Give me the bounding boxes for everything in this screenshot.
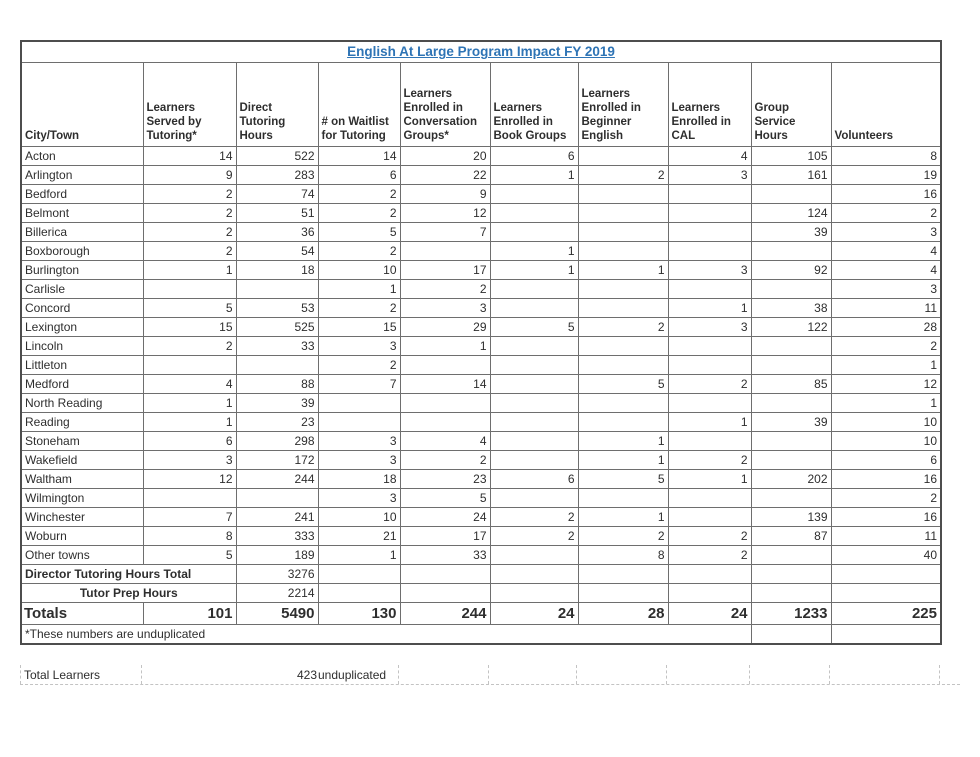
value-cell: 244	[236, 469, 318, 488]
value-cell	[490, 184, 578, 203]
value-cell: 2	[831, 488, 941, 507]
value-cell	[143, 488, 236, 507]
value-cell: 2	[831, 203, 941, 222]
value-cell: 1	[668, 298, 751, 317]
value-cell: 28	[831, 317, 941, 336]
value-cell: 4	[831, 241, 941, 260]
value-cell	[751, 336, 831, 355]
value-cell: 16	[831, 507, 941, 526]
value-cell: 20	[400, 146, 490, 165]
value-cell	[490, 279, 578, 298]
tutor-prep-label: Tutor Prep Hours	[21, 583, 236, 602]
city-cell: Reading	[21, 412, 143, 431]
value-cell: 7	[400, 222, 490, 241]
city-cell: Wakefield	[21, 450, 143, 469]
value-cell: 2	[668, 450, 751, 469]
table-row	[21, 336, 941, 355]
value-cell: 39	[751, 412, 831, 431]
value-cell	[490, 222, 578, 241]
city-cell: Woburn	[21, 526, 143, 545]
value-cell: 14	[400, 374, 490, 393]
table-row	[21, 393, 941, 412]
value-cell	[668, 336, 751, 355]
value-cell: 3	[668, 260, 751, 279]
value-cell: 1	[490, 260, 578, 279]
value-cell: 4	[668, 146, 751, 165]
value-cell: 11	[831, 298, 941, 317]
value-cell: 2	[143, 241, 236, 260]
value-cell: 2	[831, 336, 941, 355]
city-cell: Wilmington	[21, 488, 143, 507]
empty-gridline-cell	[750, 665, 830, 684]
value-cell: 39	[751, 222, 831, 241]
value-cell: 3	[318, 488, 400, 507]
director-tutoring-total-row	[21, 564, 941, 583]
value-cell: 3	[143, 450, 236, 469]
city-cell: Carlisle	[21, 279, 143, 298]
value-cell: 124	[751, 203, 831, 222]
value-cell	[490, 298, 578, 317]
city-cell: Stoneham	[21, 431, 143, 450]
value-cell: 2	[318, 241, 400, 260]
value-cell: 3	[318, 431, 400, 450]
empty-gridline-cell	[489, 665, 577, 684]
value-cell: 3	[318, 336, 400, 355]
value-cell: 4	[400, 431, 490, 450]
value-cell: 5	[400, 488, 490, 507]
value-cell: 22	[400, 165, 490, 184]
value-cell	[490, 431, 578, 450]
city-cell: Bedford	[21, 184, 143, 203]
value-cell: 14	[318, 146, 400, 165]
value-cell: 122	[751, 317, 831, 336]
value-cell: 522	[236, 146, 318, 165]
value-cell: 1	[668, 412, 751, 431]
value-cell: 17	[400, 260, 490, 279]
value-cell: 4	[831, 260, 941, 279]
value-cell: 33	[236, 336, 318, 355]
value-cell: 2	[143, 203, 236, 222]
value-cell	[668, 222, 751, 241]
value-cell: 3	[668, 165, 751, 184]
program-impact-table	[20, 40, 942, 645]
total-learners-row	[20, 665, 960, 685]
value-cell	[751, 488, 831, 507]
value-cell: 5	[490, 317, 578, 336]
value-cell: 2	[668, 545, 751, 564]
tutor-prep-value: 2214	[236, 583, 318, 602]
value-cell: 5	[318, 222, 400, 241]
city-cell: Lincoln	[21, 336, 143, 355]
totals-direct-tutoring: 5490	[236, 602, 318, 624]
value-cell: 5	[578, 469, 668, 488]
table-row	[21, 431, 941, 450]
table-row	[21, 203, 941, 222]
value-cell: 1	[668, 469, 751, 488]
value-cell	[751, 450, 831, 469]
value-cell: 2	[400, 450, 490, 469]
value-cell: 21	[318, 526, 400, 545]
totals-learners-served: 101	[143, 602, 236, 624]
value-cell: 38	[751, 298, 831, 317]
value-cell	[490, 203, 578, 222]
city-cell: Waltham	[21, 469, 143, 488]
city-cell: Billerica	[21, 222, 143, 241]
value-cell: 12	[831, 374, 941, 393]
value-cell: 7	[143, 507, 236, 526]
value-cell: 2	[143, 336, 236, 355]
table-row	[21, 526, 941, 545]
value-cell	[143, 355, 236, 374]
value-cell: 2	[668, 374, 751, 393]
city-cell: Littleton	[21, 355, 143, 374]
value-cell: 23	[400, 469, 490, 488]
value-cell: 1	[831, 393, 941, 412]
value-cell: 2	[490, 507, 578, 526]
value-cell: 3	[318, 450, 400, 469]
value-cell	[490, 393, 578, 412]
value-cell: 2	[400, 279, 490, 298]
table-row	[21, 279, 941, 298]
value-cell	[143, 279, 236, 298]
value-cell	[578, 222, 668, 241]
value-cell: 87	[751, 526, 831, 545]
title-cell	[21, 41, 941, 62]
city-cell: Belmont	[21, 203, 143, 222]
value-cell: 7	[318, 374, 400, 393]
table-row	[21, 488, 941, 507]
value-cell: 39	[236, 393, 318, 412]
value-cell: 10	[831, 412, 941, 431]
value-cell: 17	[400, 526, 490, 545]
value-cell: 2	[578, 165, 668, 184]
value-cell: 88	[236, 374, 318, 393]
value-cell	[318, 412, 400, 431]
value-cell: 5	[578, 374, 668, 393]
value-cell	[236, 279, 318, 298]
totals-beginner-english: 28	[578, 602, 668, 624]
value-cell: 1	[578, 450, 668, 469]
value-cell	[578, 203, 668, 222]
value-cell	[490, 355, 578, 374]
value-cell: 16	[831, 469, 941, 488]
value-cell	[490, 412, 578, 431]
value-cell: 12	[400, 203, 490, 222]
value-cell: 8	[143, 526, 236, 545]
value-cell	[400, 355, 490, 374]
table-row	[21, 450, 941, 469]
value-cell: 3	[831, 279, 941, 298]
value-cell	[578, 298, 668, 317]
total-learners-label: Total Learners	[20, 665, 142, 684]
value-cell	[751, 393, 831, 412]
value-cell: 283	[236, 165, 318, 184]
value-cell: 8	[831, 146, 941, 165]
empty-gridline-cell	[940, 665, 960, 684]
footnote-text: *These numbers are unduplicated	[21, 624, 751, 644]
table-row	[21, 355, 941, 374]
value-cell: 15	[318, 317, 400, 336]
value-cell	[578, 279, 668, 298]
value-cell: 1	[578, 507, 668, 526]
value-cell: 15	[143, 317, 236, 336]
table-row	[21, 374, 941, 393]
empty-gridline-cell	[577, 665, 667, 684]
total-learners-note: unduplicated	[317, 665, 399, 684]
column-header-cal: Learners Enrolled in CAL	[668, 62, 751, 146]
city-cell: Acton	[21, 146, 143, 165]
value-cell: 9	[400, 184, 490, 203]
value-cell	[668, 488, 751, 507]
value-cell: 36	[236, 222, 318, 241]
table-row	[21, 507, 941, 526]
value-cell	[490, 336, 578, 355]
value-cell: 12	[143, 469, 236, 488]
value-cell: 1	[578, 260, 668, 279]
value-cell	[668, 203, 751, 222]
total-learners-value: 423	[296, 667, 317, 682]
value-cell: 6	[831, 450, 941, 469]
value-cell: 3	[831, 222, 941, 241]
value-cell	[751, 184, 831, 203]
value-cell	[751, 279, 831, 298]
value-cell: 202	[751, 469, 831, 488]
city-cell: Concord	[21, 298, 143, 317]
value-cell: 161	[751, 165, 831, 184]
value-cell	[578, 146, 668, 165]
value-cell: 53	[236, 298, 318, 317]
value-cell: 1	[490, 165, 578, 184]
totals-label: Totals	[21, 602, 143, 624]
value-cell: 2	[143, 184, 236, 203]
city-cell: Arlington	[21, 165, 143, 184]
value-cell: 10	[318, 507, 400, 526]
value-cell: 16	[831, 184, 941, 203]
value-cell: 29	[400, 317, 490, 336]
column-header-direct-tutoring: Direct Tutoring Hours	[236, 62, 318, 146]
value-cell	[578, 184, 668, 203]
value-cell: 5	[143, 545, 236, 564]
city-cell: Burlington	[21, 260, 143, 279]
value-cell: 1	[143, 260, 236, 279]
table-row	[21, 241, 941, 260]
column-header-city-town: City/Town	[21, 62, 143, 146]
value-cell: 105	[751, 146, 831, 165]
value-cell: 298	[236, 431, 318, 450]
value-cell: 18	[318, 469, 400, 488]
city-cell: Medford	[21, 374, 143, 393]
table-title-link[interactable]: English At Large Program Impact FY 2019	[347, 44, 615, 60]
totals-group-service-hours: 1233	[751, 602, 831, 624]
table-row	[21, 260, 941, 279]
value-cell: 74	[236, 184, 318, 203]
table-row	[21, 298, 941, 317]
director-total-label: Director Tutoring Hours Total	[21, 564, 236, 583]
value-cell: 2	[143, 222, 236, 241]
value-cell: 33	[400, 545, 490, 564]
value-cell	[578, 488, 668, 507]
value-cell: 2	[318, 355, 400, 374]
value-cell: 3	[668, 317, 751, 336]
table-row	[21, 146, 941, 165]
value-cell	[236, 355, 318, 374]
totals-cal: 24	[668, 602, 751, 624]
table-row	[21, 222, 941, 241]
value-cell: 51	[236, 203, 318, 222]
value-cell: 189	[236, 545, 318, 564]
city-cell: Lexington	[21, 317, 143, 336]
city-cell: North Reading	[21, 393, 143, 412]
empty-gridline-cell	[667, 665, 750, 684]
totals-book-groups: 24	[490, 602, 578, 624]
value-cell	[490, 545, 578, 564]
table-row	[21, 412, 941, 431]
value-cell	[668, 184, 751, 203]
value-cell: 1	[490, 241, 578, 260]
empty-gridline-cell	[399, 665, 489, 684]
value-cell	[400, 393, 490, 412]
director-total-value: 3276	[236, 564, 318, 583]
header-row	[21, 62, 941, 146]
value-cell: 10	[831, 431, 941, 450]
value-cell: 1	[143, 412, 236, 431]
value-cell: 4	[143, 374, 236, 393]
value-cell: 2	[318, 184, 400, 203]
value-cell	[668, 507, 751, 526]
value-cell: 18	[236, 260, 318, 279]
value-cell: 1	[318, 279, 400, 298]
table-row	[21, 184, 941, 203]
value-cell	[400, 241, 490, 260]
totals-waitlist: 130	[318, 602, 400, 624]
value-cell: 8	[578, 545, 668, 564]
tutor-prep-hours-row	[21, 583, 941, 602]
value-cell	[578, 336, 668, 355]
column-header-book-groups: Learners Enrolled in Book Groups	[490, 62, 578, 146]
city-cell: Other towns	[21, 545, 143, 564]
value-cell	[751, 241, 831, 260]
value-cell	[668, 241, 751, 260]
value-cell: 2	[318, 298, 400, 317]
value-cell: 1	[143, 393, 236, 412]
table-row	[21, 165, 941, 184]
table-row	[21, 545, 941, 564]
value-cell: 54	[236, 241, 318, 260]
value-cell: 23	[236, 412, 318, 431]
value-cell: 2	[490, 526, 578, 545]
totals-conversation-groups: 244	[400, 602, 490, 624]
value-cell	[751, 355, 831, 374]
value-cell: 241	[236, 507, 318, 526]
value-cell	[668, 279, 751, 298]
value-cell	[236, 488, 318, 507]
value-cell	[578, 393, 668, 412]
column-header-beginner-english: Learners Enrolled in Beginner English	[578, 62, 668, 146]
value-cell	[668, 393, 751, 412]
value-cell: 6	[318, 165, 400, 184]
totals-row	[21, 602, 941, 624]
value-cell: 3	[400, 298, 490, 317]
value-cell: 2	[578, 317, 668, 336]
value-cell	[578, 355, 668, 374]
value-cell	[751, 431, 831, 450]
value-cell	[490, 374, 578, 393]
value-cell: 2	[318, 203, 400, 222]
value-cell: 6	[490, 469, 578, 488]
table-row	[21, 469, 941, 488]
value-cell: 19	[831, 165, 941, 184]
value-cell: 85	[751, 374, 831, 393]
value-cell: 5	[143, 298, 236, 317]
value-cell	[490, 450, 578, 469]
value-cell: 92	[751, 260, 831, 279]
city-cell: Winchester	[21, 507, 143, 526]
value-cell: 9	[143, 165, 236, 184]
value-cell: 1	[578, 431, 668, 450]
value-cell: 24	[400, 507, 490, 526]
value-cell	[318, 393, 400, 412]
value-cell	[668, 431, 751, 450]
value-cell: 11	[831, 526, 941, 545]
value-cell: 10	[318, 260, 400, 279]
value-cell	[668, 355, 751, 374]
value-cell	[578, 412, 668, 431]
value-cell: 525	[236, 317, 318, 336]
table-body	[21, 146, 941, 564]
value-cell: 1	[318, 545, 400, 564]
table-row	[21, 317, 941, 336]
title-row	[21, 41, 941, 62]
value-cell: 172	[236, 450, 318, 469]
column-header-group-service-hours: Group Service Hours	[751, 62, 831, 146]
value-cell	[578, 241, 668, 260]
value-cell: 1	[400, 336, 490, 355]
value-cell: 6	[143, 431, 236, 450]
table-summary	[21, 564, 941, 644]
value-cell	[490, 488, 578, 507]
footnote-row	[21, 624, 941, 644]
value-cell: 2	[668, 526, 751, 545]
value-cell: 2	[578, 526, 668, 545]
value-cell: 14	[143, 146, 236, 165]
totals-volunteers: 225	[831, 602, 941, 624]
value-cell: 6	[490, 146, 578, 165]
column-header-waitlist: # on Waitlist for Tutoring	[318, 62, 400, 146]
value-cell: 40	[831, 545, 941, 564]
column-header-volunteers: Volunteers	[831, 62, 941, 146]
value-cell: 139	[751, 507, 831, 526]
value-cell: 333	[236, 526, 318, 545]
city-cell: Boxborough	[21, 241, 143, 260]
column-header-conversation-groups: Learners Enrolled in Conversation Groups*	[400, 62, 490, 146]
empty-gridline-cell	[830, 665, 940, 684]
value-cell: 1	[831, 355, 941, 374]
value-cell	[751, 545, 831, 564]
value-cell	[400, 412, 490, 431]
column-header-learners-served: Learners Served by Tutoring*	[143, 62, 236, 146]
